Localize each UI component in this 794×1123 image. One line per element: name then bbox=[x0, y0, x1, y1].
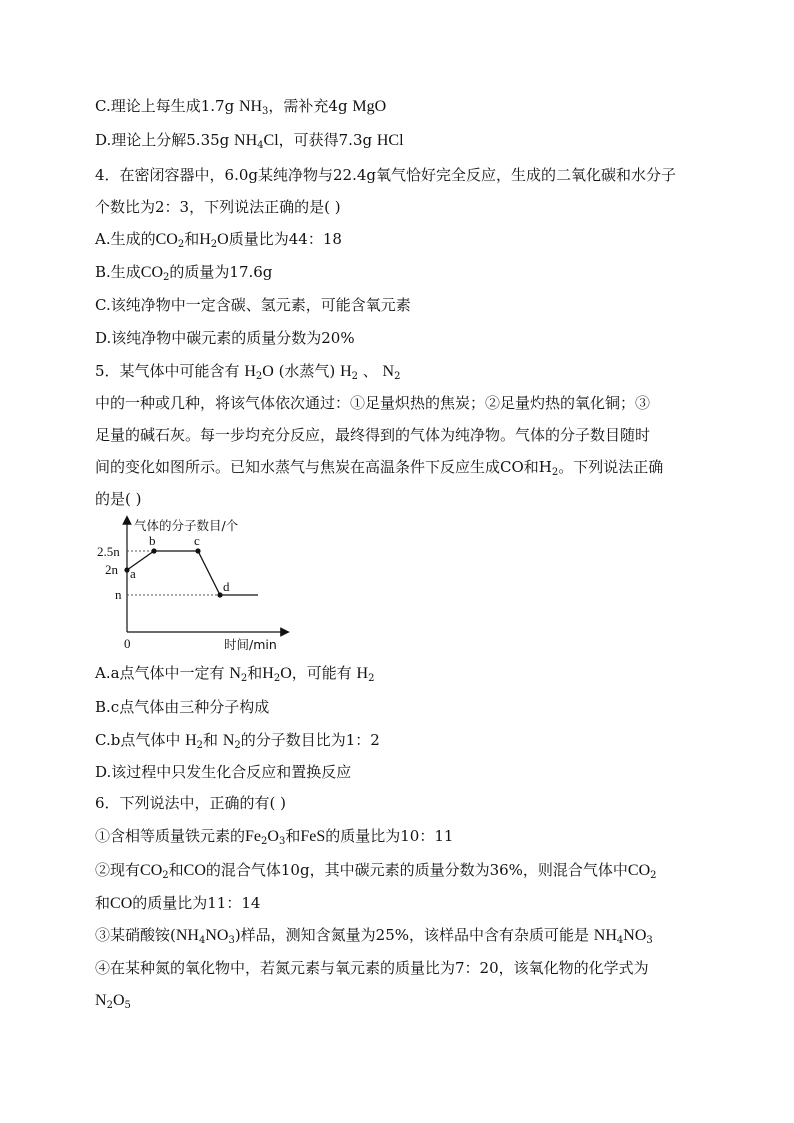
q5-stem-line3: 间的变化如图所示。已知水蒸气与焦炭在高温条件下反应生成CO和$H_2$。下列说法正确 bbox=[95, 458, 664, 478]
q4-stem-line1: 4．在密闭容器中，6.0g某纯净物与22.4g氧气恰好完全反应，生成的二氧化碳和水分子 bbox=[95, 166, 677, 184]
q6-stem: 6．下列说法中，正确的有( ) bbox=[95, 794, 287, 812]
q5-option-b[interactable]: B.c点气体由三种分子构成 bbox=[95, 698, 270, 716]
q6-statement-1: ①含相等质量铁元素的$Fe_2O_3$和FeS的质量比为10：11 bbox=[95, 827, 454, 847]
label-d: d bbox=[223, 579, 230, 594]
q4-option-d[interactable]: D.该纯净物中碳元素的质量分数为20% bbox=[95, 329, 355, 347]
point-b bbox=[151, 548, 156, 553]
y-tick-n: n bbox=[115, 587, 122, 602]
q4-option-b[interactable]: B.生成$CO_2$的质量为17.6g bbox=[95, 263, 273, 283]
label-c: c bbox=[194, 533, 200, 548]
q5-stem-line1: 中的一种或几种，将该气体依次通过：①足量炽热的焦炭；②足量灼热的氧化铜；③ bbox=[95, 394, 651, 412]
point-a bbox=[124, 567, 129, 572]
q6-statement-2-line1: ②现有$CO_2$和CO的混合气体10g，其中碳元素的质量分数为36%，则混合气体中$CO_2$ bbox=[95, 861, 657, 881]
q5-stem-line0: 5．某气体中可能含有 $H_2O$ (水蒸气) $H_2$ 、 $N_2$ bbox=[95, 362, 401, 382]
q6-statement-3: ③某硝酸铵$(NH_4NO_3)$样品，测知含氮量为25%，该样品中含有杂质可能是 $NH_4NO_3$ bbox=[95, 926, 653, 946]
q6-statement-4: ④在某种氮的氧化物中，若氮元素与氧元素的质量比为7：20，该氧化物的化学式为 bbox=[95, 959, 649, 977]
q4-stem-line2: 个数比为2：3，下列说法正确的是( ) bbox=[95, 198, 341, 216]
q5-option-d[interactable]: D.该过程中只发生化合反应和置换反应 bbox=[95, 763, 352, 781]
q5-stem-line4: 的是( ) bbox=[95, 490, 142, 508]
y-tick-2.5n: 2.5n bbox=[97, 544, 120, 559]
y-tick-2n: 2n bbox=[105, 562, 118, 577]
origin-label: 0 bbox=[124, 636, 131, 651]
label-b: b bbox=[149, 533, 156, 548]
x-axis-label: 时间/min bbox=[224, 637, 277, 652]
q6-statement-2-line2: 和CO的质量比为11：14 bbox=[95, 894, 261, 912]
q3-option-d[interactable]: D.理论上分解5.35g $NH_4Cl$，可获得7.3g HCl bbox=[95, 131, 404, 151]
q6-statement-4-formula: $N_2O_5$ bbox=[95, 992, 131, 1011]
molecule-count-graph bbox=[92, 508, 292, 654]
q5-option-a[interactable]: A.a点气体中一定有 $N_2$和$H_2O$，可能有 $H_2$ bbox=[95, 664, 375, 684]
label-a: a bbox=[130, 566, 136, 581]
y-axis-label: 气体的分子数目/个 bbox=[134, 518, 239, 533]
point-c bbox=[195, 548, 200, 553]
q4-option-a[interactable]: A.生成的$CO_2$和$H_2O$质量比为44：18 bbox=[95, 230, 342, 250]
q3-option-c[interactable]: C.理论上每生成1.7g $NH_3$，需补充4g MgO bbox=[95, 97, 387, 117]
q4-option-c[interactable]: C.该纯净物中一定含碳、氢元素，可能含氧元素 bbox=[95, 296, 411, 314]
q5-option-c[interactable]: C.b点气体中 $H_2$和 $N_2$的分子数目比为1：2 bbox=[95, 731, 380, 751]
q5-stem-line2: 足量的碱石灰。每一步均充分反应，最终得到的气体为纯净物。气体的分子数目随时 bbox=[95, 426, 651, 444]
point-d bbox=[217, 592, 222, 597]
count-line bbox=[127, 551, 258, 595]
